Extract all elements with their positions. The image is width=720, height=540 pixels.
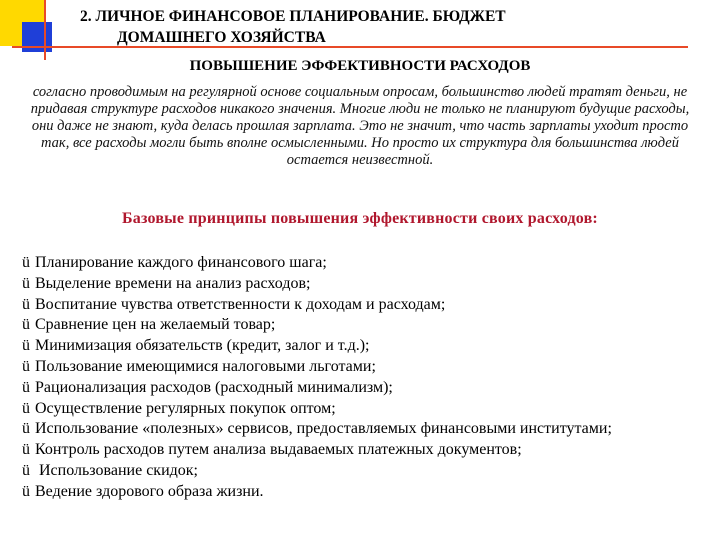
principle-text: Контроль расходов путем анализа выдаваемых платежных документов; [35, 441, 522, 459]
principle-item [22, 315, 698, 336]
principle-text: Использование «полезных» сервисов, предоставляемых финансовыми институтами; [35, 420, 612, 438]
slide-title [80, 6, 640, 48]
principles-list [22, 253, 698, 503]
principle-item [22, 274, 698, 295]
principle-item [22, 378, 698, 399]
principle-item [22, 295, 698, 316]
principle-text: Воспитание чувства ответственности к доходам и расходам; [35, 295, 446, 313]
checkmark-icon: ü [22, 482, 30, 500]
principle-item [22, 482, 698, 503]
checkmark-icon: ü [22, 399, 30, 417]
checkmark-icon: ü [22, 274, 30, 292]
intro-paragraph: согласно проводимым на регулярной основе социальным опросам, большинство людей тратят деньги, не придавая структуре расходов никакого значения. Многие люди не только не планируют будущие расходы, они даже не знают, куда делась прошлая зарплата. Это не значит, что часть зарплаты уходит просто так, все расходы могли быть вполне осмысленными. Но просто их структура для большинства людей остается неизвестной. [30, 84, 690, 168]
principles-heading: Базовые принципы повышения эффективности своих расходов: [122, 210, 598, 227]
principle-item [22, 357, 698, 378]
principle-item [22, 440, 698, 461]
checkmark-icon: ü [22, 254, 30, 271]
principle-text: Ведение здорового образа жизни. [35, 482, 264, 500]
principle-text: Минимизация обязательств (кредит, залог и т.д.); [35, 337, 370, 355]
checkmark-icon: ü [22, 441, 30, 459]
principle-item [22, 399, 698, 420]
principle-item [22, 461, 698, 482]
principle-text: Планирование каждого финансового шага; [35, 254, 327, 271]
principle-text: Использование скидок; [35, 461, 198, 479]
principle-text: Выделение времени на анализ расходов; [35, 274, 311, 292]
principle-text: Сравнение цен на желаемый товар; [35, 316, 276, 334]
checkmark-icon: ü [22, 337, 30, 355]
checkmark-icon: ü [22, 378, 30, 396]
checkmark-icon: ü [22, 461, 30, 479]
checkmark-icon: ü [22, 357, 30, 375]
checkmark-icon: ü [22, 295, 30, 313]
principle-text: Пользование имеющимися налоговыми льготами; [35, 357, 376, 375]
principle-item [22, 253, 698, 274]
principle-text: Осуществление регулярных покупок оптом; [35, 399, 336, 417]
decor-vertical-line [44, 0, 46, 60]
principle-item [22, 419, 698, 440]
principle-text: Рационализация расходов (расходный минимализм); [35, 378, 393, 396]
slide-title-line-2: ДОМАШНЕГО ХОЗЯЙСТВА [117, 29, 326, 46]
checkmark-icon: ü [22, 316, 30, 334]
slide-title-line-1: 2. ЛИЧНОЕ ФИНАНСОВОЕ ПЛАНИРОВАНИЕ. БЮДЖЕТ [80, 8, 506, 25]
checkmark-icon: ü [22, 420, 30, 438]
section-heading: ПОВЫШЕНИЕ ЭФФЕКТИВНОСТИ РАСХОДОВ [189, 58, 531, 74]
principle-item [22, 336, 698, 357]
